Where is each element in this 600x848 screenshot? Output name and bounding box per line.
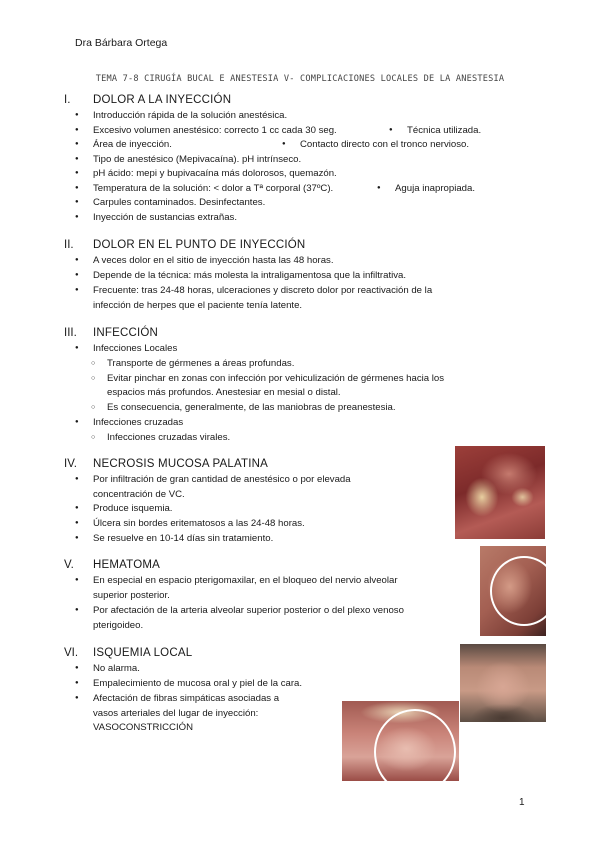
document-title: TEMA 7-8 CIRUGÍA BUCAL E ANESTESIA V- COMPLICACIONES LOCALES DE LA ANESTESIA	[95, 74, 505, 84]
sub-list-item: ○ Infecciones cruzadas virales.	[107, 431, 230, 444]
list-item: ● Afectación de fibras simpáticas asociadas a	[93, 692, 279, 705]
list-item: ● En especial en espacio pterigomaxilar, en el bloqueo del nervio alveolar	[93, 574, 398, 587]
list-item-continuation: concentración de VC.	[93, 489, 185, 500]
list-item: ● Produce isquemia.	[93, 502, 172, 515]
section-title: DOLOR A LA INYECCIÓN	[93, 94, 232, 106]
list-item: ● Por infiltración de gran cantidad de anestésico o por elevada	[93, 473, 351, 486]
list-item: ● A veces dolor en el sitio de inyección hasta las 48 horas.	[93, 254, 334, 267]
section-number: I.	[64, 94, 71, 106]
palate-photo	[342, 701, 459, 781]
list-item: ● Excesivo volumen anestésico: correcto 1 cc cada 30 seg.	[93, 124, 337, 137]
list-item: ● Depende de la técnica: más molesta la intraligamentosa que la infiltrativa.	[93, 269, 406, 282]
sub-list-item: ○ Transporte de gérmenes a áreas profundas.	[107, 357, 294, 370]
sub-list-item-continuation: espacios más profundos. Anestesiar en mesial o distal.	[107, 387, 341, 398]
section-title: NECROSIS MUCOSA PALATINA	[93, 458, 268, 470]
list-item-continuation: infección de herpes que el paciente tenía latente.	[93, 300, 303, 311]
list-item: ● Área de inyección.	[93, 138, 172, 151]
list-item: ● Empalecimiento de mucosa oral y piel de la cara.	[93, 677, 302, 690]
author-name: Dra Bárbara Ortega	[75, 37, 168, 49]
section-title: ISQUEMIA LOCAL	[93, 647, 193, 659]
section-title: DOLOR EN EL PUNTO DE INYECCIÓN	[93, 239, 306, 251]
list-item-continuation: VASOCONSTRICCIÓN	[93, 722, 194, 733]
necrosis-photo	[455, 446, 545, 539]
section-number: IV.	[64, 458, 78, 470]
section-title: INFECCIÓN	[93, 327, 159, 339]
section-number: V.	[64, 559, 74, 571]
list-item: ● pH ácido: mepi y bupivacaína más dolorosos, quemazón.	[93, 167, 337, 180]
section-title: HEMATOMA	[93, 559, 160, 571]
list-item: ● Frecuente: tras 24-48 horas, ulceraciones y discreto dolor por reactivación de la	[93, 284, 432, 297]
highlight-circle	[374, 709, 456, 781]
list-item: ● Por afectación de la arteria alveolar superior posterior o del plexo venoso	[93, 604, 404, 617]
list-item-continuation: vasos arteriales del lugar de inyección:	[93, 708, 259, 719]
ischemia-face-photo	[460, 644, 546, 722]
section-number: III.	[64, 327, 77, 339]
list-item: ● Introducción rápida de la solución anestésica.	[93, 109, 287, 122]
hematoma-photo	[480, 546, 546, 636]
list-item: ● Técnica utilizada.	[407, 124, 481, 137]
list-item-continuation: superior posterior.	[93, 590, 170, 601]
list-item: ● Inyección de sustancias extrañas.	[93, 211, 237, 224]
list-item: ● Temperatura de la solución: < dolor a Tª corporal (37ºC).	[93, 182, 333, 195]
list-item: ● Contacto directo con el tronco nervioso.	[300, 138, 469, 151]
list-item: ● Infecciones cruzadas	[93, 416, 183, 429]
list-item: ● Se resuelve en 10-14 días sin tratamiento.	[93, 532, 273, 545]
section-number: VI.	[64, 647, 79, 659]
highlight-circle	[490, 556, 546, 626]
list-item: ● Úlcera sin bordes eritematosos a las 24-48 horas.	[93, 517, 305, 530]
sub-list-item: ○ Evitar pinchar en zonas con infección por vehiculización de gérmenes hacia los	[107, 372, 444, 385]
sub-list-item: ○ Es consecuencia, generalmente, de las maniobras de preanestesia.	[107, 401, 396, 414]
list-item: ● Tipo de anestésico (Mepivacaína). pH intrínseco.	[93, 153, 301, 166]
page-number: 1	[519, 797, 525, 808]
list-item: ● Carpules contaminados. Desinfectantes.	[93, 196, 265, 209]
list-item-continuation: pterigoideo.	[93, 620, 144, 631]
list-item: ● Aguja inapropiada.	[395, 182, 475, 195]
list-item: ● Infecciones Locales	[93, 342, 177, 355]
list-item: ● No alarma.	[93, 662, 140, 675]
section-number: II.	[64, 239, 74, 251]
